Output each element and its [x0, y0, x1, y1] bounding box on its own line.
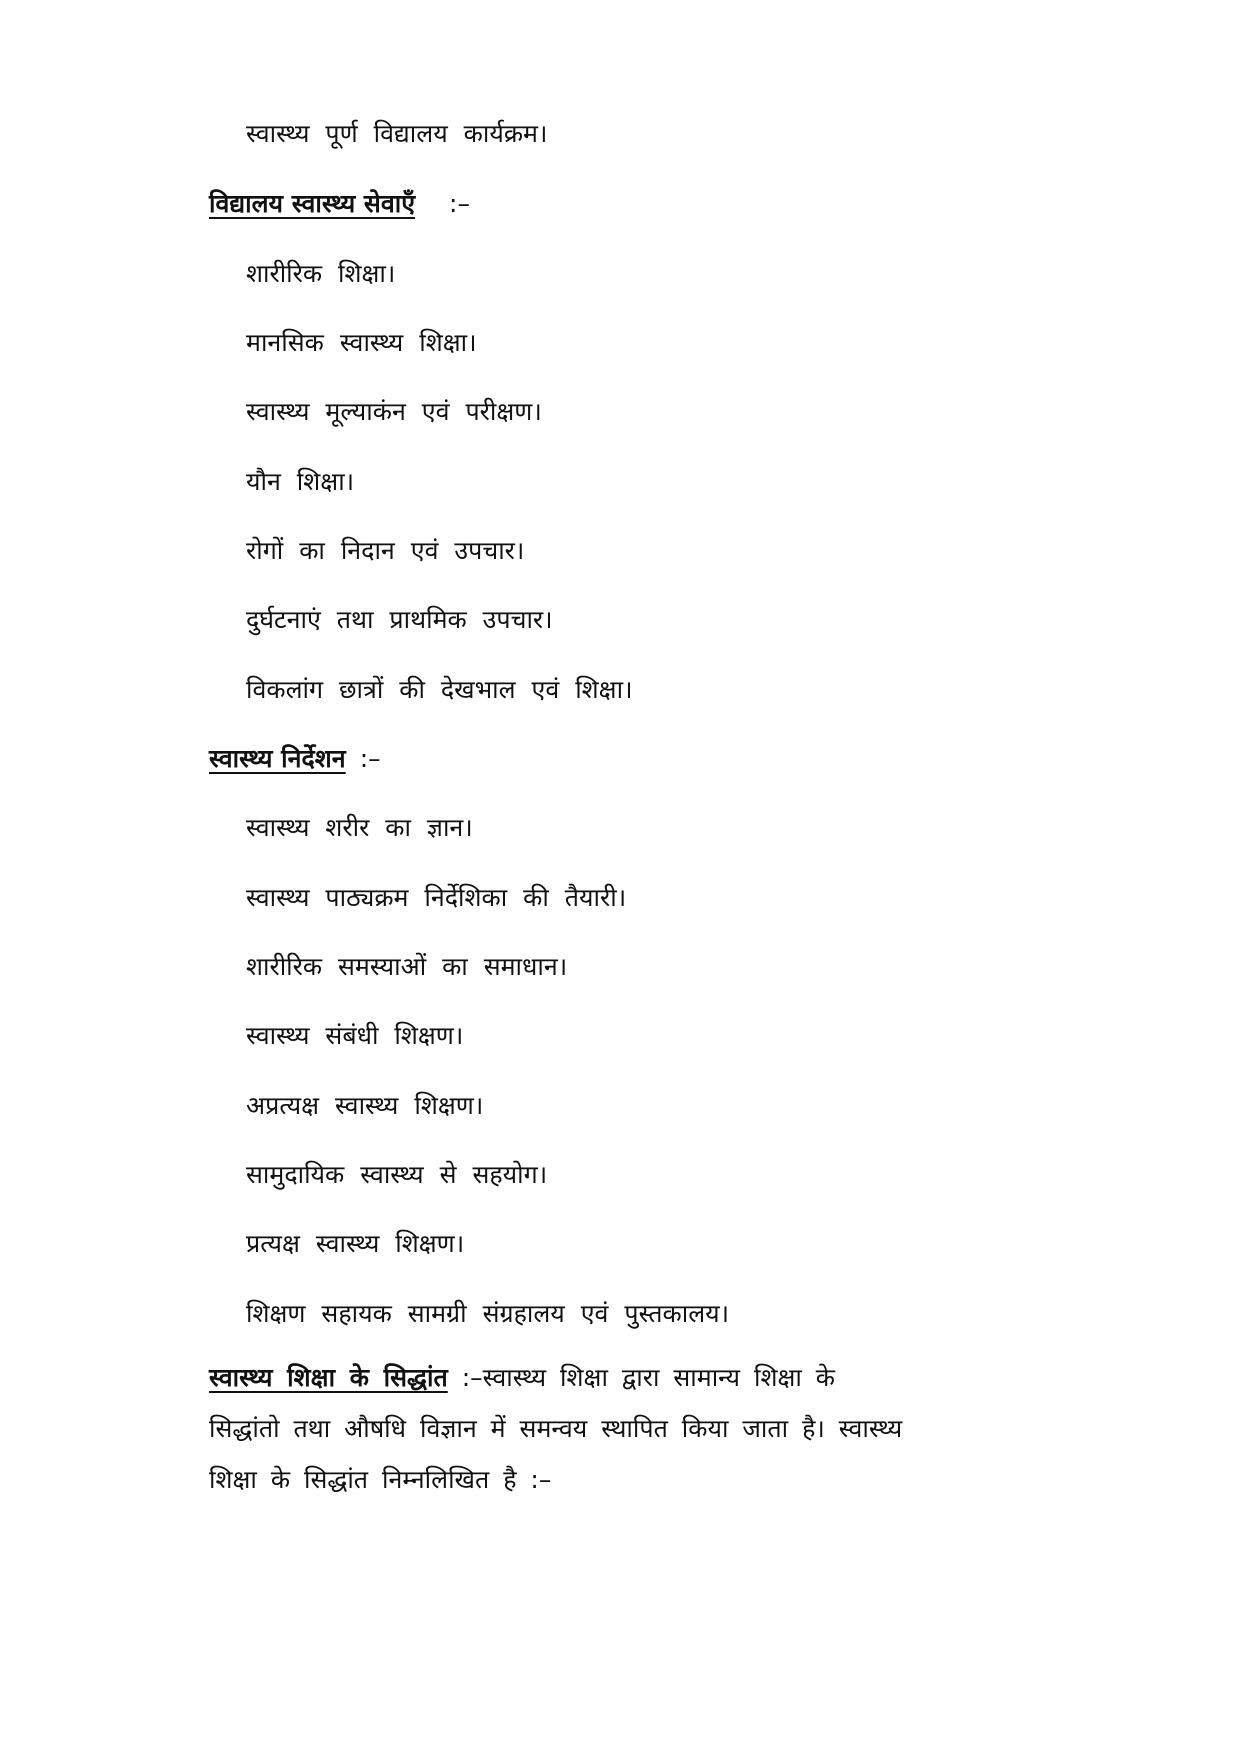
- section-heading-text: स्वास्थ्य निर्देशन: [209, 744, 346, 773]
- list-item: शिक्षण सहायक सामग्री संग्रहालय एवं पुस्तकालय।: [246, 1299, 730, 1328]
- list-item: स्वास्थ्य पाठ्यक्रम निर्देशिका की तैयारी।: [246, 883, 627, 912]
- principles-paragraph: [209, 1352, 1049, 1505]
- list-item: मानसिक स्वास्थ्य शिक्षा।: [246, 328, 477, 357]
- list-item: शारीरिक शिक्षा।: [246, 259, 396, 288]
- section-heading-suffix: :–: [359, 744, 381, 773]
- section-heading-text: स्वास्थ्य शिक्षा के सिद्धांत: [209, 1363, 448, 1392]
- list-item: स्वास्थ्य शरीर का ज्ञान।: [246, 813, 473, 842]
- section-heading-suffix: :–: [449, 189, 470, 218]
- section-heading-text: विद्यालय स्वास्थ्य सेवाएँ: [209, 189, 416, 218]
- section-heading-health-guidance: [209, 741, 381, 777]
- list-item: विकलांग छात्रों की देखभाल एवं शिक्षा।: [246, 675, 633, 704]
- list-item: प्रत्यक्ष स्वास्थ्य शिक्षण।: [246, 1229, 465, 1258]
- list-item: दुर्घटनाएं तथा प्राथमिक उपचार।: [246, 605, 553, 634]
- intro-item: स्वास्थ्य पूर्ण विद्यालय कार्यक्रम।: [246, 119, 548, 148]
- paragraph-line: [209, 1352, 1049, 1403]
- list-item: स्वास्थ्य मूल्याकंन एवं परीक्षण।: [246, 397, 542, 426]
- list-item: रोगों का निदान एवं उपचार।: [246, 536, 525, 565]
- list-item: यौन शिक्षा।: [246, 467, 355, 496]
- paragraph-text: :–स्वास्थ्य शिक्षा द्वारा सामान्य शिक्षा के: [461, 1363, 836, 1392]
- list-item: स्वास्थ्य संबंधी शिक्षण।: [246, 1021, 464, 1050]
- list-item: सामुदायिक स्वास्थ्य से सहयोग।: [246, 1160, 548, 1189]
- section-heading-school-health-services: [209, 186, 470, 222]
- paragraph-line: सिद्धांतो तथा औषधि विज्ञान में समन्वय स्थापित किया जाता है। स्वास्थ्य: [209, 1414, 903, 1443]
- list-item: शारीरिक समस्याओं का समाधान।: [246, 952, 568, 981]
- paragraph-line: शिक्षा के सिद्धांत निम्नलिखित है :–: [209, 1465, 552, 1494]
- list-item: अप्रत्यक्ष स्वास्थ्य शिक्षण।: [246, 1091, 484, 1120]
